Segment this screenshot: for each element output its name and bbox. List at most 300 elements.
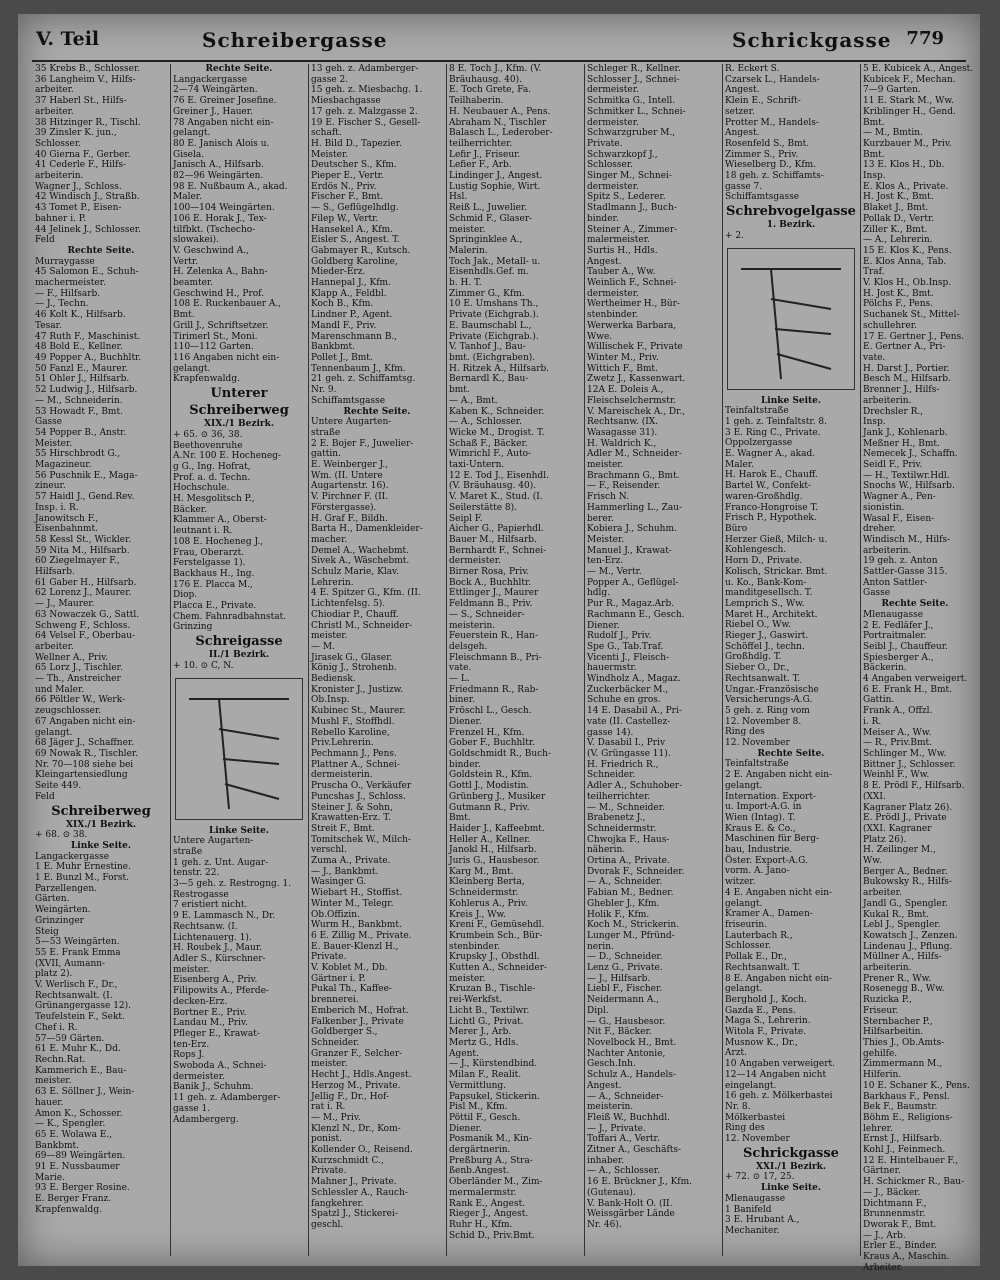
entry-line: Protter M., Handels- <box>725 117 819 128</box>
entry-line: Mertz G., Hdls. <box>449 1037 519 1048</box>
entry-line: Ziller K., Bmt. <box>863 224 928 235</box>
entry-line: Lenz G., Private. <box>587 963 663 974</box>
entry-line: geschl. <box>311 1219 344 1230</box>
entry-line: g G., Ing. Hofrat, <box>173 461 251 472</box>
entry-line: 8 E. Angaben nicht ein- <box>725 973 833 984</box>
entry-line: Diener. <box>587 620 620 631</box>
entry-line: E. Wagner A., akad. <box>725 449 816 460</box>
entry-line: Lichtenauerg. 1). <box>173 932 252 943</box>
entry-line: H. Neubauer A., Pens. <box>449 106 551 117</box>
entry-line: 15 E. Klos K., Pens. <box>863 245 952 256</box>
entry-line: nerin. <box>587 941 614 952</box>
entry-line: Schlosser. <box>725 941 772 952</box>
entry-line: Angest. <box>725 85 760 96</box>
entry-line: schullehrer. <box>863 320 917 331</box>
entry-line: 1 geh. z. Unt. Augar- <box>173 857 269 868</box>
entry-line: Parzellengen. <box>35 883 98 894</box>
entry-line: Tennenbaum J., Kfm. <box>311 363 406 374</box>
entry-line: — M., Schneider. <box>587 802 665 813</box>
entry-line: Pechmann J., Pens. <box>311 749 397 759</box>
entry-line: 76 E. Greiner Josefine. <box>173 96 277 107</box>
entry-line: platz 2). <box>35 969 73 980</box>
entry-line: Kreni F., Gemüsehdl. <box>449 920 545 931</box>
entry-line: 51 Ohler J., Hilfsarb. <box>35 374 130 385</box>
entry-line: dermeister. <box>587 117 639 128</box>
entry-line: gasse 1. <box>173 1103 211 1114</box>
entry-line: Bräuhausg. 40). <box>449 74 522 85</box>
entry-line: Toffari A., Vertr. <box>587 1134 660 1145</box>
entry-line: Windisch M., Hilfs- <box>863 534 951 545</box>
entry-line: Private. <box>587 138 623 149</box>
entry-line: 14 E. Dasabil A., Pri- <box>587 706 682 717</box>
entry-line: Kleinberg Berta, <box>449 877 525 888</box>
entry-line: Zimmermann M., <box>863 1059 943 1070</box>
entry-line: Ring des <box>725 727 765 738</box>
entry-line: 58 Kessl St., Wickler. <box>35 534 132 545</box>
entry-line: zeugschlosser. <box>35 706 102 717</box>
entry-line: Mushl F., Stoffhdl. <box>311 716 395 727</box>
entry-line: E. Prödl J., Private <box>863 813 947 824</box>
entry-line: dermeister. <box>173 1071 225 1082</box>
entry-line: 17 geh. z. Malzgasse 2. <box>311 106 418 117</box>
entry-line: Kurzbauer M., Priv. <box>863 138 952 149</box>
entry-line: Steiner A., Zimmer- <box>587 224 678 235</box>
entry-line: ten-Erz. <box>587 556 624 567</box>
entry-line: Rank E., Angest. <box>449 1198 526 1209</box>
street-title-right: Schrickgasse <box>732 28 892 52</box>
entry-line: dermeister. <box>587 181 639 192</box>
entry-line: Angest. <box>725 128 760 139</box>
entry-line: vorm. A. Jano- <box>725 866 790 877</box>
entry-line: Hansekel A., Kfm. <box>311 224 394 235</box>
entry-line: Ob.Insp. <box>311 695 350 706</box>
entry-line: 2 E. Bojer F., Juwelier- <box>311 438 414 449</box>
entry-line: Hecht J., Hdls.Angest. <box>311 1070 412 1081</box>
entry-line: XIX./1 Bezirk. <box>66 819 136 830</box>
entry-line: (V. Bräuhausg. 40). <box>449 481 537 492</box>
entry-line: Nr. 70—108 siehe bei <box>35 759 134 770</box>
entry-line: Wittich F., Bmt. <box>587 363 658 374</box>
entry-line: 4 Angaben verweigert. <box>863 674 968 685</box>
entry-line: Gazda E., Pens. <box>725 1005 796 1016</box>
entry-line: — F., Reisender. <box>587 481 661 492</box>
entry-line: Ww. <box>863 856 882 867</box>
entry-line: Mlenaugasse <box>863 609 924 620</box>
entry-line: 2 E. Angaben nicht ein- <box>725 770 833 781</box>
entry-line: Private. <box>311 952 347 963</box>
entry-line: — M., Vertr. <box>587 567 642 578</box>
entry-line: Werwerka Barbara, <box>587 320 677 331</box>
entry-line: 12 E. Tod J., Eisenhdl. <box>449 470 549 481</box>
entry-line: 16 geh. z. Mölkerbastei <box>725 1091 833 1102</box>
entry-line: leutnant i. R. <box>173 526 233 537</box>
entry-line: Eisenberg A., Priv. <box>173 975 258 986</box>
entry-line: Lunger M., Pfründ- <box>587 930 675 941</box>
entry-line: Wasinger G. <box>311 877 367 888</box>
entry-line: 50 Fanzl E., Maurer. <box>35 363 128 374</box>
entry-line: 61 E. Muhr K., Dd. <box>35 1044 121 1055</box>
entry-line: und Maler. <box>35 684 85 695</box>
entry-line: Chef i. R. <box>35 1022 78 1033</box>
entry-line: Goldberg Karoline, <box>311 256 398 267</box>
entry-line: + 65. ⊙ 36, 38. <box>173 429 243 440</box>
entry-line: Kutten A., Schneider- <box>449 963 548 974</box>
entry-line: V. Geschwind A., <box>173 245 249 256</box>
entry-line: Adler S., Kürschner- <box>173 954 266 964</box>
entry-line: Vertr. <box>173 256 199 267</box>
entry-line: H. Zeilinger M., <box>863 845 936 856</box>
entry-line: Langackergasse <box>35 851 110 862</box>
entry-line: Maler. <box>173 192 202 203</box>
entry-line: hdlg. <box>587 588 611 599</box>
entry-line: Schwarzkopf J., <box>587 149 658 160</box>
entry-line: — J., Bankbmt. <box>311 866 379 877</box>
entry-line: H. Darst J., Portier. <box>863 363 950 374</box>
header-rule <box>32 60 966 62</box>
entry-line: Neidermann A., <box>587 995 660 1006</box>
entry-line: Pollak D., Vertr. <box>863 213 935 224</box>
entry-line: Angest. <box>587 256 622 267</box>
entry-line: meister. <box>173 964 210 975</box>
entry-line: Miesbachgasse <box>311 96 381 107</box>
entry-line: Nr. 8. <box>725 1101 751 1112</box>
entry-line: Frank A., Offzl. <box>863 706 933 717</box>
entry-line: 6 E. Zillig M., Private. <box>311 930 412 941</box>
entry-line: 3 E. Ring C., Private. <box>725 427 821 438</box>
entry-line: Jellig F., Dr., Hof- <box>311 1091 390 1102</box>
entry-line: Nr. 9. <box>311 385 337 396</box>
entry-line: Christl M., Schneider- <box>311 620 413 631</box>
entry-line: V. Pirchner F. (II. <box>311 492 389 503</box>
entry-line: 40 Gierna F., Gerber. <box>35 149 131 160</box>
entry-line: Adler M., Schneider- <box>587 449 682 460</box>
entry-line: XIX./1 Bezirk. <box>204 419 274 430</box>
entry-line: Bek F., Baumstr. <box>863 1102 938 1113</box>
entry-line: Springinklee A., <box>449 235 523 246</box>
entry-line: setzer. <box>725 106 755 117</box>
entry-line: meisterin. <box>587 1102 634 1113</box>
entry-line: gasse 7. <box>725 181 763 192</box>
street-title-left: Schreibergasse <box>202 28 388 52</box>
entry-line: (XVII, Aumann- <box>35 958 106 969</box>
entry-line: E. Baumschabl L., <box>449 320 532 331</box>
entry-line: Willischek F., Private <box>587 342 683 353</box>
entry-line: Kronister J., Justizw. <box>311 684 404 695</box>
entry-line: gelangt. <box>173 363 211 374</box>
entry-line: + 72. ⊙ 17, 25. <box>725 1172 795 1183</box>
entry-line: arbeiterin. <box>863 545 912 556</box>
entry-line: Backhaus H., Ing. <box>173 568 255 579</box>
entry-line: Hammerling L., Zau- <box>587 502 683 513</box>
entry-line: 48 Bold E., Kellner. <box>35 342 123 353</box>
entry-line: 91 E. Nussbaumer <box>35 1162 120 1173</box>
entry-line: Kaben K., Schneider. <box>449 406 545 417</box>
entry-line: — A., Bmt. <box>449 395 498 406</box>
entry-line: meister. <box>587 460 624 471</box>
column-3 <box>308 64 447 1256</box>
entry-line: brennerei. <box>311 995 359 1006</box>
entry-line: Drechsler R., <box>863 406 924 417</box>
entry-line: dermeister. <box>587 85 639 96</box>
entry-line: Rechte Seite. <box>205 64 273 74</box>
entry-line: Demel A., Wachebmt. <box>311 545 409 556</box>
entry-line: Rechtsanwalt. (I. <box>35 990 113 1001</box>
entry-line: 5 E. Kubicek A., Angest. <box>863 64 974 74</box>
entry-line: eingelangt. <box>725 1080 777 1091</box>
entry-line: 69—89 Weingärten. <box>35 1151 126 1162</box>
entry-line: Janisch A., Hilfsarb. <box>173 160 264 171</box>
entry-line: Frau, Oberarzt. <box>173 547 245 558</box>
entry-line: Zwetz J., Kassenwart. <box>587 374 686 385</box>
entry-line: H. Roubek J., Maur. <box>173 943 263 954</box>
entry-line: gattin. <box>311 449 341 460</box>
entry-line: Manuel J., Krawat- <box>587 545 672 556</box>
entry-line: Rechte Seite. <box>343 406 411 417</box>
entry-line: V. Mareischek A., Dr., <box>587 406 686 417</box>
entry-line: H. Jost K., Bmt. <box>863 288 934 299</box>
entry-line: 54 Popper B., Anstr. <box>35 427 127 438</box>
entry-line: Friseur. <box>863 1005 899 1016</box>
entry-line: 69 Nowak R., Tischler. <box>35 749 139 759</box>
entry-line: — Th., Anstreicher <box>35 674 121 685</box>
entry-line: Weinhl F., Ww. <box>863 770 930 781</box>
entry-line: Förstergasse). <box>311 502 377 513</box>
entry-line: Balasch L., Lederober- <box>449 128 553 139</box>
entry-line: Spe G., Tab.Traf. <box>587 641 664 652</box>
entry-line: 2 E. Fedläfer J., <box>863 620 934 631</box>
entry-line: 19 E. Fischer S., Gesell- <box>311 117 421 128</box>
entry-line: Tauber A., Ww. <box>587 267 656 278</box>
entry-line: H. Harok E., Chauff. <box>725 470 818 481</box>
entry-line: lehrer. <box>863 1123 893 1134</box>
entry-line: E. Berger Franz. <box>35 1194 112 1205</box>
entry-line: Herzer Gieß, Milch- u. <box>725 534 828 545</box>
entry-line: Krawatten-Erz. T. <box>311 813 391 824</box>
entry-line: näherin. <box>587 845 626 856</box>
entry-line: Schneider. <box>311 1037 360 1048</box>
entry-line: tilfbkt. (Tschecho- <box>173 224 256 235</box>
entry-line: Snochs W., Hilfsarb. <box>863 481 955 492</box>
entry-line: Koch B., Kfm. <box>311 299 374 310</box>
entry-line: Filipowits A., Pferde- <box>173 986 269 997</box>
entry-line: Sieber O., Dr., <box>725 663 790 674</box>
entry-line: E. Weinberger J., <box>311 460 389 471</box>
entry-line: Meßner H., Bmt. <box>863 438 940 449</box>
entry-line: Bernhardt F., Schnei- <box>449 545 547 556</box>
entry-line: Rieger J., Gaswirt. <box>725 631 809 642</box>
entry-line: Jandl G., Spengler. <box>863 898 948 909</box>
entry-line: Plattner A., Schnei- <box>311 759 400 770</box>
column-5 <box>584 64 723 1256</box>
entry-line: ßenb.Angest. <box>449 1166 510 1177</box>
entry-line: Pollet J., Bmt. <box>311 352 373 363</box>
entry-line: Abraham N., Tischler <box>449 117 547 128</box>
entry-line: 35 Krebs B., Schlosser. <box>35 64 141 74</box>
entry-line: vate (II. Castellez- <box>587 716 671 727</box>
entry-line: Wertheimer H., Bür- <box>587 299 680 310</box>
entry-line: Preßburg A., Stra- <box>449 1155 533 1166</box>
entry-line: Ernst J., Hilfsarb. <box>863 1134 943 1145</box>
entry-line: meister. <box>449 224 486 235</box>
entry-line: — J., Techn. <box>35 299 89 310</box>
entry-line: Seipl F. <box>449 513 483 524</box>
entry-line: arbeiterin. <box>35 171 84 182</box>
entry-line: König J., Strohenb. <box>311 663 397 674</box>
entry-line: Sivek A., Wäschebmt. <box>311 556 410 567</box>
entry-line: 12A E. Doleis A., <box>587 385 664 396</box>
entry-line: bmt. <box>449 385 470 396</box>
entry-line: friseurin. <box>725 920 768 930</box>
entry-line: Mandl F., Priv. <box>311 320 377 331</box>
entry-line: Ettlinger J., Maurer <box>449 588 539 599</box>
entry-line: arbeiter. <box>35 85 74 96</box>
entry-line: Seibl J., Chauffeur. <box>863 641 948 652</box>
entry-line: Goldstein R., Kfm. <box>449 770 533 781</box>
entry-line: 100—104 Weingärten. <box>173 203 275 214</box>
entry-line: Hilfsarbeitin. <box>863 1027 924 1038</box>
entry-line: Insp. i. R. <box>35 502 79 513</box>
entry-line: Toch Jak., Metall- u. <box>449 256 541 267</box>
entry-line: Diener. <box>449 716 482 727</box>
column-6 <box>722 64 861 1256</box>
entry-line: Schrebvogelgasse <box>726 204 856 220</box>
entry-line: (Gutenau). <box>587 1187 636 1198</box>
entry-line: Schreigasse <box>195 634 283 650</box>
entry-line: manditgesellsch. T. <box>725 588 813 599</box>
entry-line: Zuckerbäcker M., <box>587 684 669 695</box>
entry-line: Mölkerbastei <box>725 1112 786 1123</box>
entry-line: Versicherungs-A.G. <box>725 695 813 706</box>
entry-line: Gasse <box>35 417 63 428</box>
entry-line: Lindenau J., Pflung. <box>863 941 953 952</box>
directory-page <box>18 14 980 1273</box>
entry-line: Großhdlg. T. <box>725 652 782 663</box>
entry-line: Eisler S., Angest. T. <box>311 235 400 246</box>
entry-line: stenbinder. <box>587 310 639 321</box>
entry-line: 7—9 Garten. <box>863 85 921 96</box>
entry-line: Gärtner. <box>863 1166 901 1177</box>
entry-line: Schid D., Priv.Bmt. <box>449 1230 535 1241</box>
entry-line: Jank J., Kohlenarb. <box>863 427 948 438</box>
entry-line: Weingärten. <box>35 905 91 916</box>
entry-line: — A., Schneider- <box>587 1091 664 1102</box>
entry-line: Barta H., Damenkleider- <box>311 524 423 535</box>
entry-line: H. Waldrich K., <box>587 438 657 449</box>
entry-line: Rosenfeld S., Bmt. <box>725 138 810 149</box>
entry-line: Wiebart H., Stoffist. <box>311 888 403 899</box>
entry-line: — M., Priv. <box>311 1112 361 1123</box>
entry-line: Bediensk. <box>311 674 356 685</box>
entry-line: Sternbacher P., <box>863 1016 933 1027</box>
entry-line: A.Nr. 100 E. Hocheneg- <box>173 451 281 462</box>
entry-line: Mahner J., Private. <box>311 1177 397 1188</box>
entry-line: gelangt. <box>173 128 211 139</box>
column-7 <box>860 64 974 1273</box>
entry-line: — S., Schneider- <box>449 609 525 620</box>
entry-line: Deutscher S., Kfm. <box>311 160 397 171</box>
entry-line: Pollak E., Dr., <box>725 952 787 963</box>
entry-line: arbeiter. <box>35 641 74 652</box>
entry-line: Papsukel, Stickerin. <box>449 1091 540 1102</box>
entry-line: 15 geh. z. Miesbachg. 1. <box>311 85 423 96</box>
entry-line: zineur. <box>35 481 66 492</box>
entry-line: Bauer M., Hilfsarb. <box>449 534 537 545</box>
entry-line: Sattler-Gasse 315. <box>863 567 948 578</box>
entry-line: Gutmann R., Priv. <box>449 802 530 813</box>
entry-line: Berger A., Bedner. <box>863 866 948 877</box>
entry-line: — A., Schlosser. <box>449 417 522 428</box>
entry-line: E. Klos Anna, Tab. <box>863 256 947 267</box>
entry-line: Teufelstein F., Sekt. <box>35 1012 125 1023</box>
entry-line: i. R. <box>863 716 882 727</box>
entry-line: 1 Banifeld <box>725 1204 772 1215</box>
entry-line: Schmitker L., Schnei- <box>587 106 686 117</box>
entry-line: 57—59 Gärten. <box>35 1033 105 1044</box>
entry-line: Angest. <box>587 1080 622 1091</box>
entry-line: Frisch P., Hypothek. <box>725 513 817 524</box>
entry-line: Augartenstr. 16). <box>311 481 389 492</box>
entry-line: Nachter Antonie, <box>587 1048 666 1059</box>
entry-line: — J., Arb. <box>863 1230 906 1241</box>
entry-line: mermalermstr. <box>449 1187 517 1198</box>
entry-line: Hilferin. <box>863 1070 902 1081</box>
entry-line: Wimrichl F., Auto- <box>449 449 532 460</box>
entry-line: hauer. <box>35 1097 64 1108</box>
entry-line: gasse 2. <box>311 74 349 85</box>
entry-line: Krapfenwaldg. <box>35 1204 102 1215</box>
entry-line: Emberich M., Hofrat. <box>311 1005 409 1016</box>
entry-line: (V. Grüngasse 11). <box>587 749 671 759</box>
entry-line: Arbeiter. <box>863 1262 903 1273</box>
entry-line: Gisela. <box>173 149 205 160</box>
entry-line: Zuma A., Private. <box>311 856 391 867</box>
entry-line: 7 eristiert nicht. <box>173 900 248 911</box>
entry-line: Rechtsanw. (IX. <box>587 417 659 428</box>
entry-line: Private. <box>311 1166 347 1177</box>
column-1 <box>32 64 171 1256</box>
entry-line: Posmanik M., Kin- <box>449 1134 532 1145</box>
entry-line: Gattin. <box>863 695 895 706</box>
entry-line: Falkenber J., Private <box>311 1016 404 1027</box>
entry-line: waren-Großhdlg. <box>725 491 803 502</box>
entry-line: Spitz S., Lederer. <box>587 192 666 203</box>
entry-line: Dipl. <box>587 1005 609 1016</box>
entry-line: Wien (Intag). T. <box>725 812 796 823</box>
entry-line: Diener. <box>449 1123 482 1134</box>
entry-line: 110—112 Garten. <box>173 342 254 353</box>
column-4 <box>446 64 585 1256</box>
entry-line: Winter M., Priv. <box>587 352 659 363</box>
entry-line: binder. <box>587 213 619 224</box>
entry-line: Ring des <box>725 1123 765 1134</box>
entry-line: Schmitka G., Intell. <box>587 96 676 107</box>
street-map-sketch <box>175 678 303 820</box>
entry-line: 44 Jelinek J., Schlosser. <box>35 224 141 235</box>
entry-line: 13 E. Klos H., Db. <box>863 160 945 171</box>
entry-line: dermeisterin. <box>311 770 373 781</box>
entry-line: Klenzl N., Dr., Kom- <box>311 1123 401 1134</box>
entry-line: Weinlich F., Schnei- <box>587 278 677 289</box>
entry-line: Besch M., Hilfsarb. <box>863 374 951 385</box>
entry-line: H. Zelenka A., Bahn- <box>173 267 268 278</box>
entry-line: 12 E. Hintelbauer F., <box>863 1155 958 1166</box>
entry-line: Wwe. <box>587 331 613 342</box>
entry-line: Gabmayer R., Kutsch. <box>311 245 411 256</box>
entry-line: Stadlmann J., Buch- <box>587 203 677 214</box>
entry-line: V. Dasabil I., Priv <box>587 738 666 749</box>
entry-line: Witola F., Private. <box>725 1027 807 1038</box>
entry-line: biner. <box>449 695 475 706</box>
